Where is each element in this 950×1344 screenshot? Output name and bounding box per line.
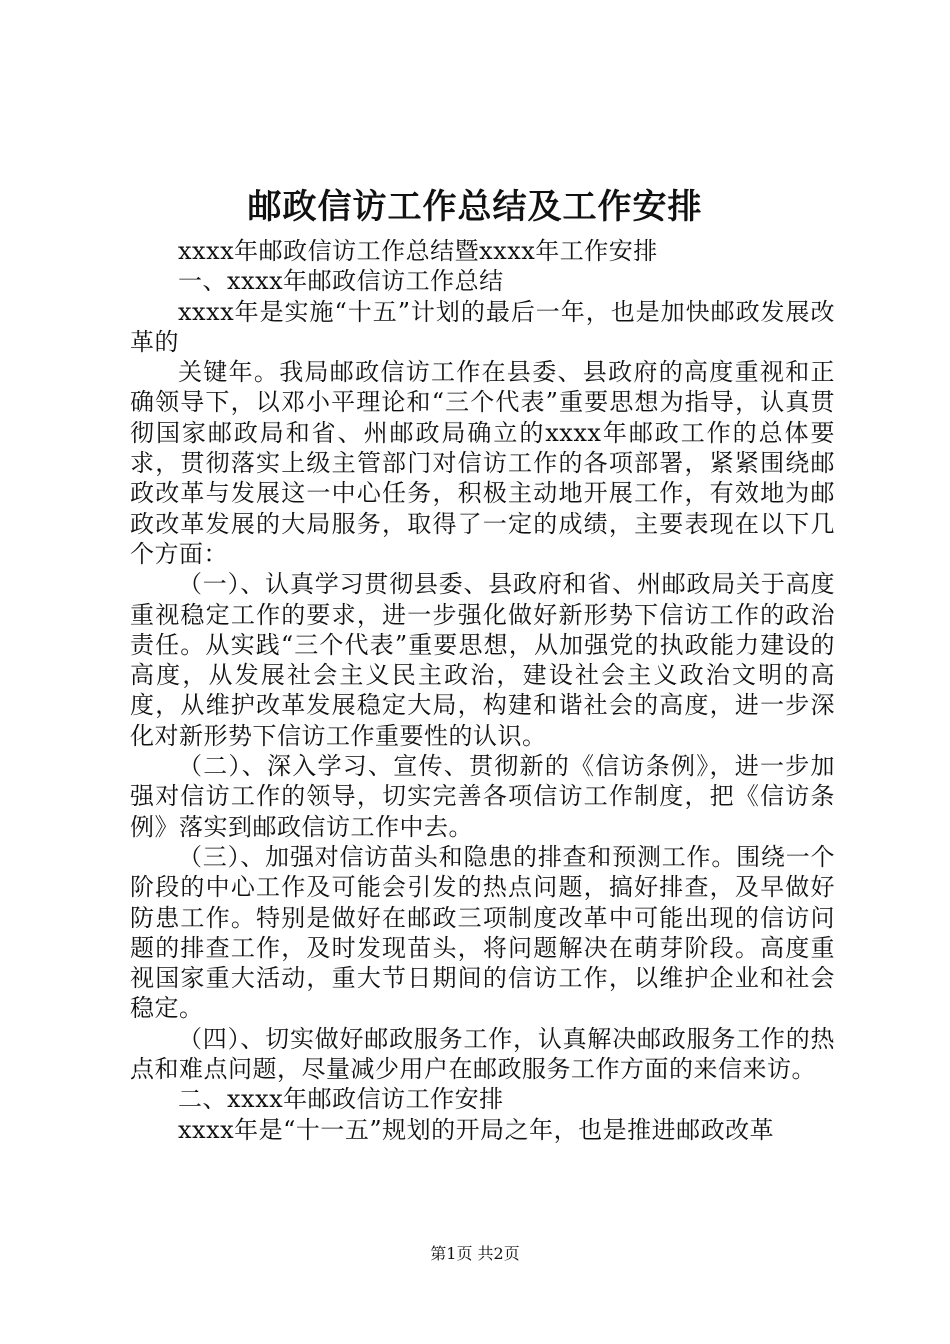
page-number-footer: 第1页 共2页 [430, 1244, 520, 1263]
body-paragraph: （四）、切实做好邮政服务工作，认真解决邮政服务工作的热点和难点问题，尽量减少用户在邮政服务工作方面的来信来访。 [130, 1024, 835, 1084]
body-paragraph: （一）、认真学习贯彻县委、县政府和省、州邮政局关于高度重视稳定工作的要求，进一步强化做好新形势下信访工作的政治责任。从实践“三个代表”重要思想，从加强党的执政能力建设的高度，从发展社会主义民主政治，建设社会主义政治文明的高度，从维护改革发展稳定大局，构建和谐社会的高度，进一步深化对新形势下信访工作重要性的认识。 [130, 570, 835, 750]
subtitle-paragraph: xxxx年邮政信访工作总结暨xxxx年工作安排 [178, 237, 658, 265]
body-paragraph: （二）、深入学习、宣传、贯彻新的《信访条例》，进一步加强对信访工作的领导，切实完善各项信访工作制度，把《信访条例》落实到邮政信访工作中去。 [130, 752, 835, 841]
body-paragraph: 关键年。我局邮政信访工作在县委、县政府的高度重视和正确领导下，以邓小平理论和“三个代表”重要思想为指导，认真贯彻国家邮政局和省、州邮政局确立的xxxx年邮政工作的总体要求，贯彻落实上级主管部门对信访工作的各项部署，紧紧围绕邮政改革与发展这一中心任务，积极主动地开展工作，有效地为邮政改革发展的大局服务，取得了一定的成绩，主要表现在以下几个方面： [130, 358, 835, 568]
body-paragraph: xxxx年是“十一五”规划的开局之年，也是推进邮政改革 [178, 1115, 775, 1144]
document-title: 邮政信访工作总结及工作安排 [247, 187, 703, 227]
body-paragraph: （三）、加强对信访苗头和隐患的排查和预测工作。围绕一个阶段的中心工作及可能会引发的热点问题，搞好排查，及早做好防患工作。特别是做好在邮政三项制度改革中可能出现的信访问题的排查工作，及时发现苗头，将问题解决在萌芽阶段。高度重视国家重大活动，重大节日期间的信访工作，以维护企业和社会稳定。 [130, 842, 835, 1023]
body-paragraph: xxxx年是实施“十五”计划的最后一年，也是加快邮政发展改革的 [130, 297, 835, 356]
section-heading-2: 二、xxxx年邮政信访工作安排 [178, 1085, 504, 1114]
section-heading-1: 一、xxxx年邮政信访工作总结 [178, 267, 504, 296]
document-body [130, 236, 835, 1145]
